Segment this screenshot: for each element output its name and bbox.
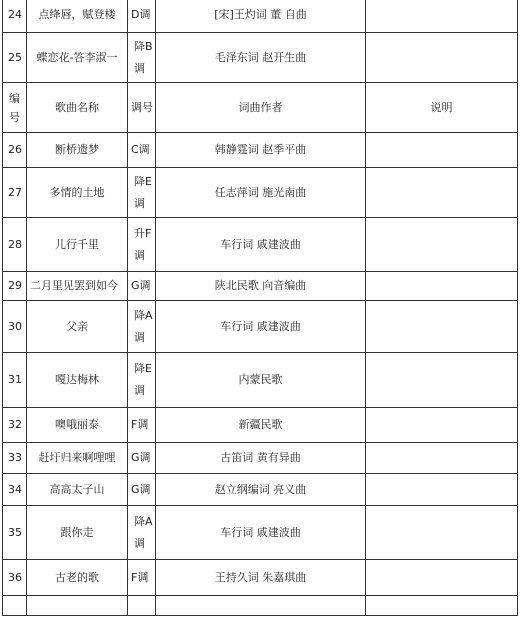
song-credits: [宋]王灼词 董 自曲 xyxy=(156,0,366,33)
song-number: 35 xyxy=(3,506,27,560)
song-key: D调 xyxy=(128,0,156,33)
song-number: 28 xyxy=(3,218,27,272)
song-note xyxy=(366,33,518,83)
song-note xyxy=(366,506,518,560)
song-number: 33 xyxy=(3,443,27,474)
song-note xyxy=(366,0,518,33)
song-key: 降E调 xyxy=(128,353,156,408)
table-row xyxy=(3,560,518,596)
song-credits: 陕北民歌 向音编曲 xyxy=(156,272,366,301)
song-key: G调 xyxy=(128,474,156,506)
song-key: 降A调 xyxy=(128,301,156,353)
song-number: 27 xyxy=(3,168,27,218)
song-number: 26 xyxy=(3,133,27,168)
song-key: G调 xyxy=(128,443,156,474)
table-row xyxy=(3,301,518,353)
song-number: 25 xyxy=(3,33,27,83)
table-row xyxy=(3,168,518,218)
column-header-credits: 词曲作者 xyxy=(156,83,366,133)
table-cell xyxy=(366,596,518,616)
song-note xyxy=(366,301,518,353)
song-number: 32 xyxy=(3,408,27,443)
table-row xyxy=(3,353,518,408)
song-key: 降A调 xyxy=(128,506,156,560)
song-credits: 毛泽东词 赵开生曲 xyxy=(156,33,366,83)
song-note xyxy=(366,408,518,443)
column-header-number: 编号 xyxy=(3,83,27,133)
song-key: G调 xyxy=(128,272,156,301)
column-header-note: 说明 xyxy=(366,83,518,133)
song-note xyxy=(366,218,518,272)
table-header-row xyxy=(3,83,518,133)
table-cell xyxy=(128,596,156,616)
song-title: 嘎达梅林 xyxy=(27,353,128,408)
song-credits: 王持久词 朱嘉琪曲 xyxy=(156,560,366,596)
table-row xyxy=(3,133,518,168)
table-cell xyxy=(3,596,27,616)
song-credits: 韩静霆词 赵季平曲 xyxy=(156,133,366,168)
song-number: 36 xyxy=(3,560,27,596)
table-row xyxy=(3,218,518,272)
song-credits: 车行词 戚建波曲 xyxy=(156,218,366,272)
table-cell xyxy=(27,596,128,616)
song-number: 30 xyxy=(3,301,27,353)
song-credits: 车行词 戚建波曲 xyxy=(156,506,366,560)
table-row xyxy=(3,506,518,560)
song-credits: 任志萍词 施光南曲 xyxy=(156,168,366,218)
song-note xyxy=(366,133,518,168)
song-note xyxy=(366,443,518,474)
song-number: 31 xyxy=(3,353,27,408)
song-credits: 内蒙民歌 xyxy=(156,353,366,408)
song-title: 父亲 xyxy=(27,301,128,353)
song-credits: 新疆民歌 xyxy=(156,408,366,443)
song-key: 降B调 xyxy=(128,33,156,83)
song-title: 跟你走 xyxy=(27,506,128,560)
song-note xyxy=(366,353,518,408)
table-row-partial xyxy=(3,596,518,616)
table-row xyxy=(3,443,518,474)
song-title: 多情的土地 xyxy=(27,168,128,218)
song-credits: 赵立纲编词 亮义曲 xyxy=(156,474,366,506)
song-key: F调 xyxy=(128,560,156,596)
song-number: 29 xyxy=(3,272,27,301)
table-row xyxy=(3,408,518,443)
song-title: 蝶恋花-答李淑一 xyxy=(27,33,128,83)
table-row xyxy=(3,33,518,83)
song-title: 儿行千里 xyxy=(27,218,128,272)
table-cell xyxy=(156,596,366,616)
song-title: 二月里见罢到如今 xyxy=(27,272,128,301)
song-note xyxy=(366,168,518,218)
table-row xyxy=(3,474,518,506)
song-credits: 古笛词 黄有异曲 xyxy=(156,443,366,474)
song-title: 噢哦丽泰 xyxy=(27,408,128,443)
table-row xyxy=(3,272,518,301)
song-title: 高高太子山 xyxy=(27,474,128,506)
song-number: 24 xyxy=(3,0,27,33)
song-title: 断桥遗梦 xyxy=(27,133,128,168)
column-header-key: 调号 xyxy=(128,83,156,133)
song-note xyxy=(366,560,518,596)
song-key: C调 xyxy=(128,133,156,168)
song-note xyxy=(366,272,518,301)
song-title: 赶圩归来啊哩哩 xyxy=(27,443,128,474)
song-key: 降E调 xyxy=(128,168,156,218)
song-list-table xyxy=(2,0,518,616)
song-credits: 车行词 戚建波曲 xyxy=(156,301,366,353)
song-number: 34 xyxy=(3,474,27,506)
song-note xyxy=(366,474,518,506)
song-title: 古老的歌 xyxy=(27,560,128,596)
song-key: 升F调 xyxy=(128,218,156,272)
song-title: 点绛唇，赋登楼 xyxy=(27,0,128,33)
column-header-title: 歌曲名称 xyxy=(27,83,128,133)
table-row xyxy=(3,0,518,33)
song-key: F调 xyxy=(128,408,156,443)
